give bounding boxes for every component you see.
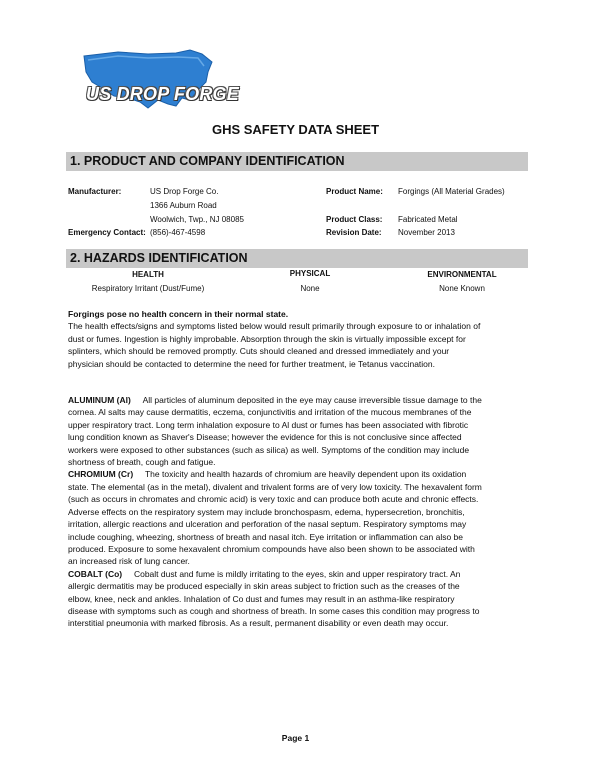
- cobalt-text: Cobalt dust and fume is mildly irritating to the eyes, skin and upper respiratory tract. An allergic dermatitis may be produced especially in skin areas subject to friction such as the creases of the elbow, knee, neck and ankles. Inhalation of Co dust and fumes may result in an asthma-like respiratory disease with symptoms such as cough and shortness of breath. In some cases this condition may progress to interstitial pneumonia with marked fibrosis. As a result, permanent disability or even death may occur.: [68, 568, 480, 629]
- cobalt-label: COBALT (Co): [68, 568, 123, 579]
- intro-bold: Forgings pose no health concern in their normal state.: [68, 309, 289, 319]
- manufacturer-line-1: US Drop Forge Co.: [150, 187, 219, 196]
- chromium-text: The toxicity and health hazards of chromium are heavily dependent upon its oxidation state. The elemental (as in the metal), divalent and trivalent forms are of very low toxicity. The hexavalent form (such as occurs in chromates and chromic acid) is very toxic and can produce both acute and chronic effects. Adverse effects on the respiratory system may include bronchospasm, edema, hypersecretion, bronchitis, irritation, allergic reactions and ulceration and perforation of the nasal septum. Respiratory symptoms may include coughing, wheezing, shortness of breath and nasal itch. Eye irritation or inflammation can also be produced. Exposure to some hexavalent chromium compounds have also been shown to be associated with an increased risk of lung cancer.: [68, 469, 482, 567]
- product-class-label: Product Class:: [326, 215, 383, 224]
- revision-date-label: Revision Date:: [326, 228, 382, 237]
- section-2-heading: 2. HAZARDS IDENTIFICATION: [66, 249, 528, 268]
- hazard-description: [68, 308, 482, 630]
- aluminum-label: ALUMINUM (Al): [68, 395, 131, 406]
- chromium-paragraph: [68, 468, 482, 567]
- cobalt-paragraph: [68, 568, 482, 630]
- usa-map-icon: [78, 42, 218, 120]
- intro-paragraph: The health effects/signs and symptoms listed below would result primarily through exposure to or inhalation of dust or fumes. Ingestion is highly improbable. Absorption through the skin is virtually impossible except for splinters, which should be removed promptly. Cuts should cleaned and dressed immediately and your physician should be contacted to determine the need for further treatment, ie Tetanus vaccination.: [68, 321, 481, 369]
- emergency-contact-label: Emergency Contact:: [68, 228, 146, 237]
- document-title: GHS SAFETY DATA SHEET: [211, 122, 380, 137]
- manufacturer-line-3: Woolwich, Twp., NJ 08085: [150, 215, 244, 224]
- product-name-label: Product Name:: [326, 187, 383, 196]
- hazard-environmental-header: ENVIRONMENTAL: [427, 270, 497, 279]
- hazard-health-header: HEALTH: [132, 270, 164, 279]
- chromium-label: CHROMIUM (Cr): [68, 469, 134, 480]
- product-class-value: Fabricated Metal: [398, 215, 458, 224]
- aluminum-paragraph: [68, 394, 482, 468]
- aluminum-text: All particles of aluminum deposited in the eye may cause irreversible tissue damage to the cornea. Al salts may cause dermatitis, eczema, conjunctivitis and irritation of the mucous membranes of the upper respiratory tract. Long term inhalation exposure to Al dust or fumes has been associated with fibrotic lung condition known as Shaver's Disease; however the evidence for this is not conclusive since affected workers were exposed to other substances (such as silica) as well. Symptoms of the condition may include shortness of breath, cough and fatigue.: [68, 395, 482, 468]
- hazard-health-value: Respiratory Irritant (Dust/Fume): [91, 284, 205, 293]
- logo-text: US DROP FORGE: [86, 84, 239, 104]
- emergency-contact-value: (856)-467-4598: [150, 228, 206, 237]
- page-number: Page 1: [281, 733, 310, 743]
- company-logo: [78, 42, 239, 120]
- manufacturer-line-2: 1366 Auburn Road: [150, 201, 217, 210]
- product-name-value: Forgings (All Material Grades): [398, 187, 505, 196]
- section-1-heading: 1. PRODUCT AND COMPANY IDENTIFICATION: [66, 152, 528, 171]
- hazard-environmental-value: None Known: [439, 284, 485, 293]
- manufacturer-label: Manufacturer:: [68, 187, 122, 196]
- hazard-physical-value: None: [300, 284, 320, 293]
- revision-date-value: November 2013: [398, 228, 455, 237]
- hazard-physical-header: PHYSICAL: [289, 269, 331, 278]
